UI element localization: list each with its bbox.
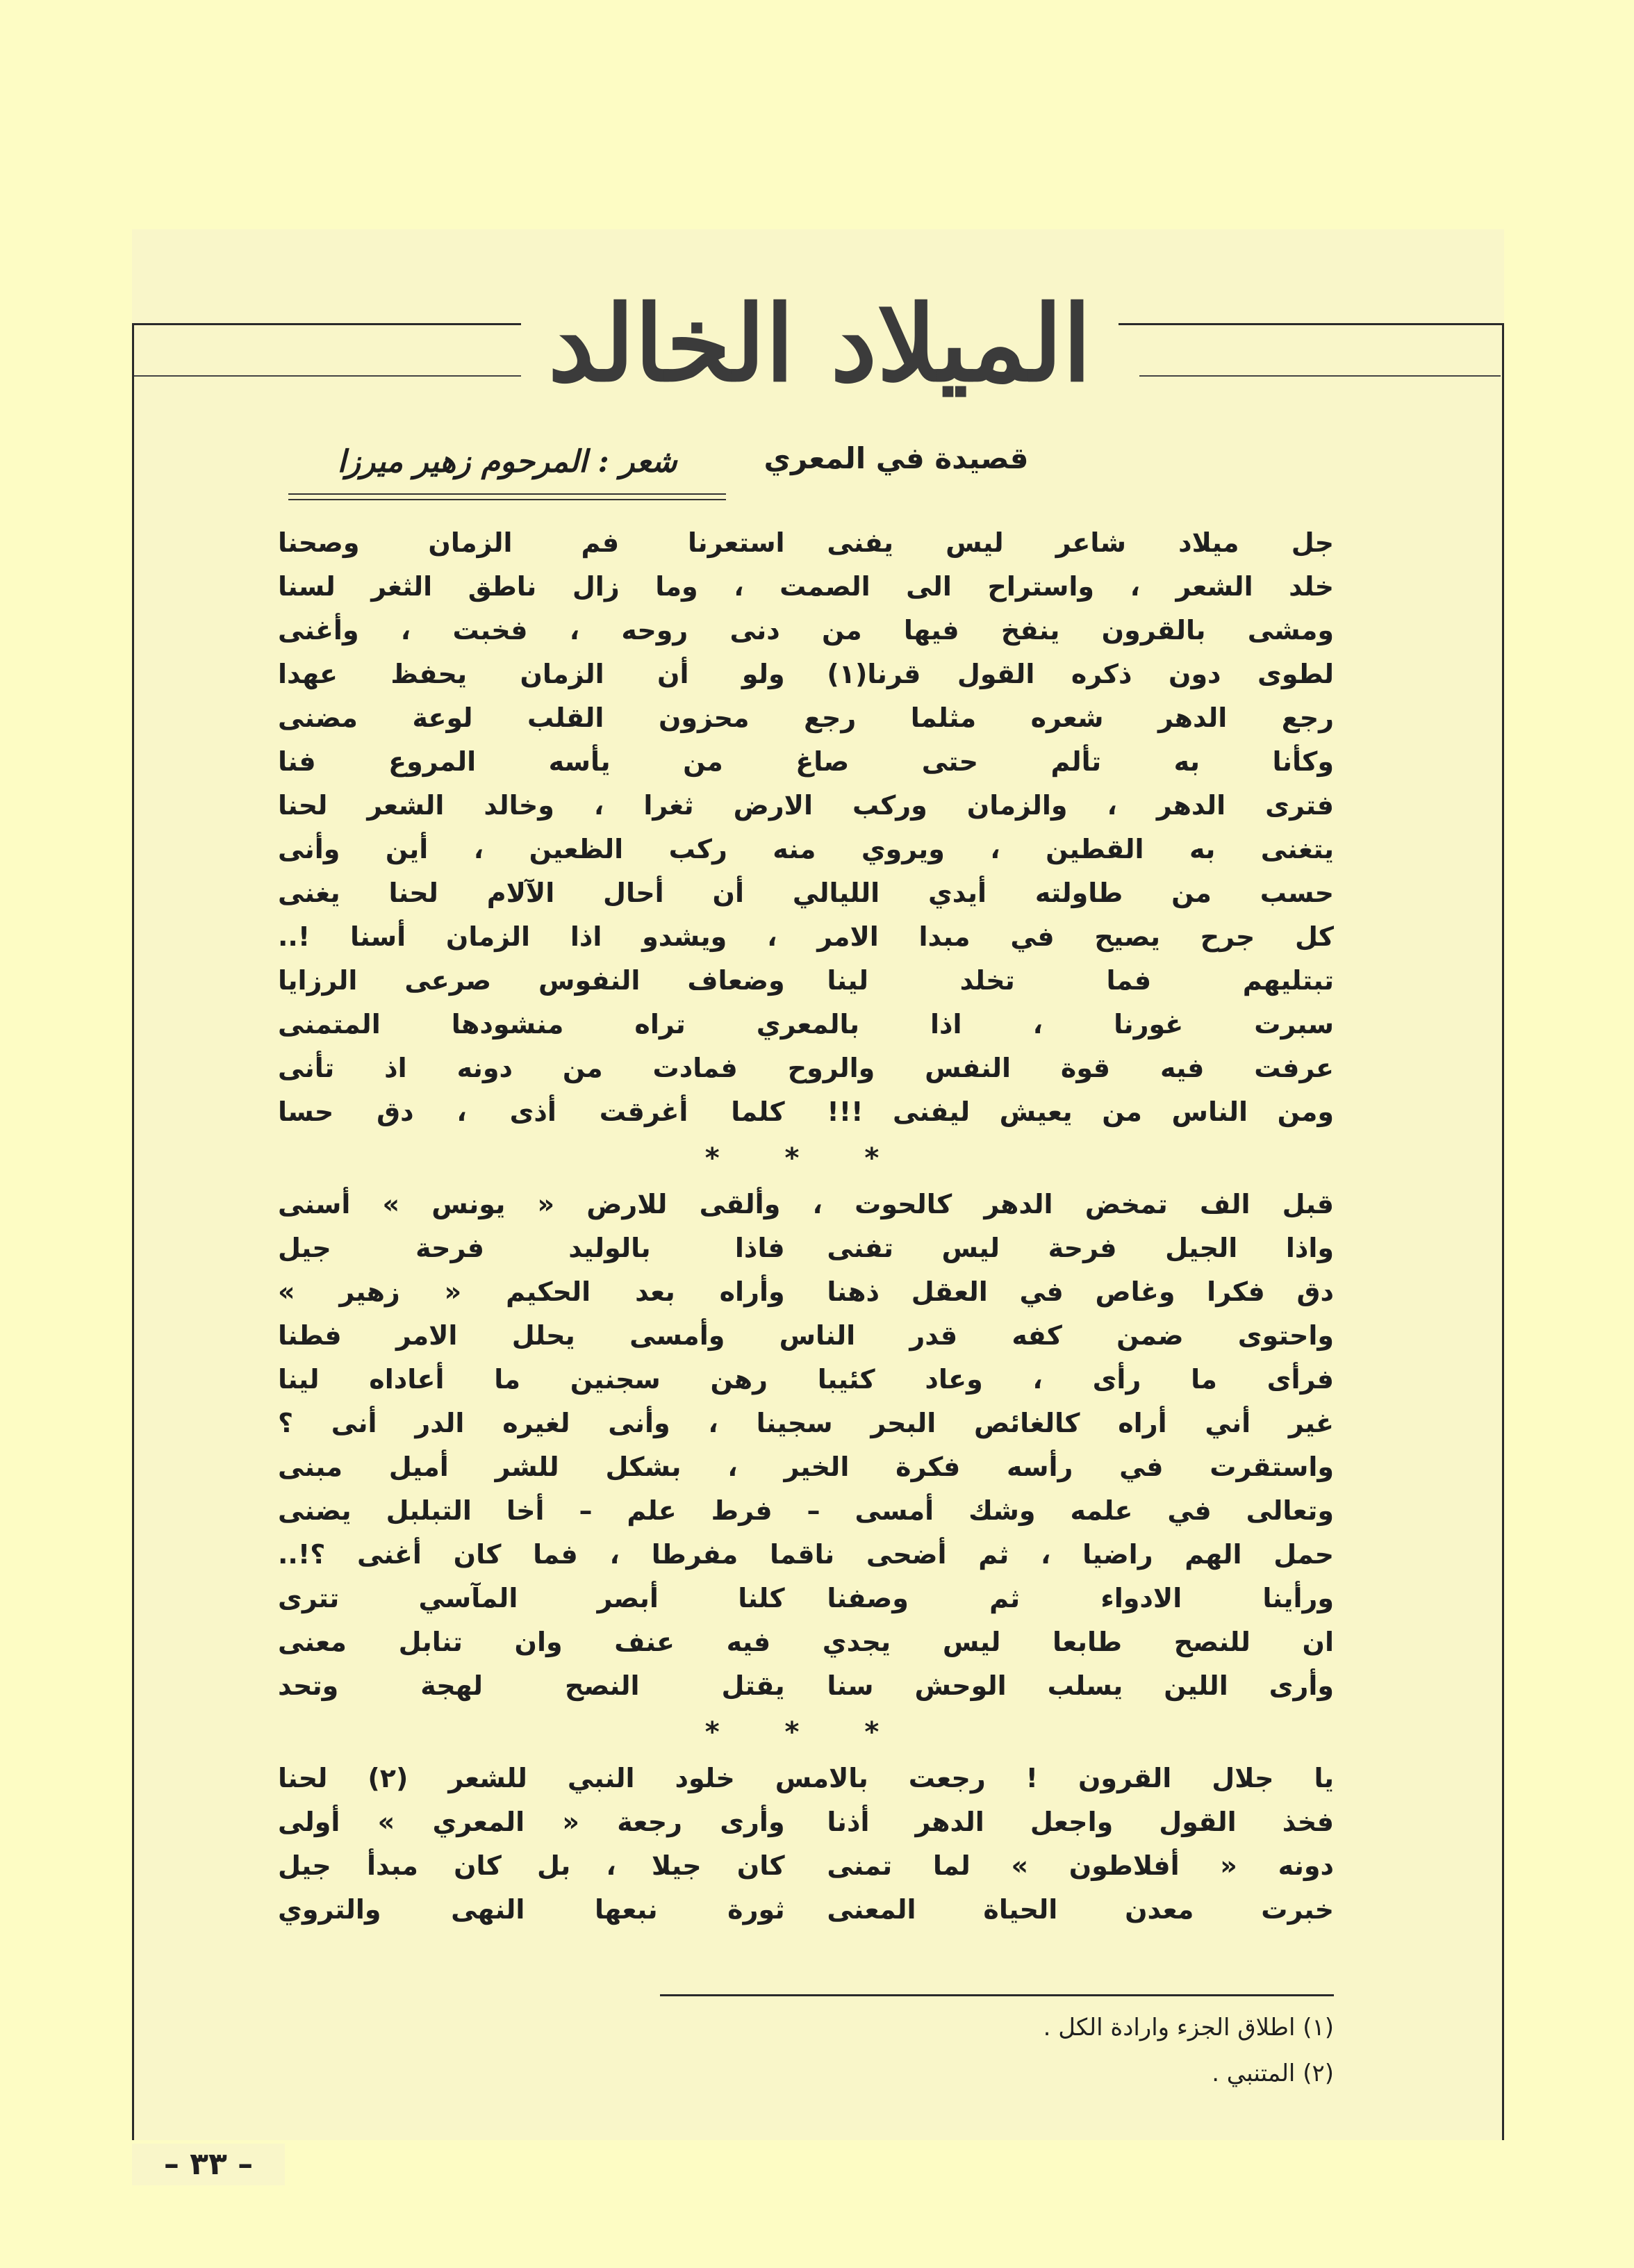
verse-line (278, 1358, 1334, 1402)
verse-line (278, 1090, 1334, 1134)
verse-line (278, 1489, 1334, 1533)
verse-line (278, 1314, 1334, 1358)
verse-hemistich-first: غير أني أراه كالغائص البحر سجينا ، وأنى لغيره الدر أنى ؟ (278, 1408, 1334, 1438)
verse-line (278, 1888, 1334, 1932)
verse-line (278, 740, 1334, 784)
verse-hemistich-first: كلنا أبصر المآسي تترى (278, 1583, 785, 1613)
page-frame-right (1502, 323, 1504, 2140)
verse-hemistich-first: ومشى بالقرون ينفخ فيها من دنى روحه ، فخبت ، وأغنى (278, 615, 1334, 646)
verse-hemistich-first: رجع الدهر شعره مثلما رجع محزون القلب لوعة مضنى (278, 702, 1334, 733)
verse-line (278, 1533, 1334, 1577)
subtitle (723, 431, 1070, 486)
verse-hemistich-first: وتعالى في علمه وشك أمسى – فرط علم – أخا التبلبل يضنى (278, 1495, 1334, 1526)
verse-line (278, 784, 1334, 828)
verse-line (278, 915, 1334, 959)
verse-hemistich-first: استعرنا فم الزمان وصحنا (278, 527, 785, 558)
poet-credit: شعر : المرحوم زهير ميرزا (337, 444, 677, 479)
footnote-2: (٢) المتنبي . (1212, 2060, 1334, 2087)
verse-line (278, 1800, 1334, 1844)
verse-hemistich-second: جل ميلاد شاعر ليس يفنى (827, 527, 1334, 558)
verse-line (278, 1270, 1334, 1314)
verse-hemistich-first: سبرت غورنا ، اذا بالمعري تراه منشودها المتمنى (278, 1009, 1334, 1040)
verse-hemistich-first: وكأنا به تألم حتى صاغ من يأسه المروع فنا (278, 746, 1334, 777)
page-frame-left (132, 323, 134, 2140)
footnote-rule (660, 1994, 1334, 1996)
verse-hemistich-second: تبتليهم فما تخلد لينا (827, 965, 1334, 996)
page-title: الميلاد الخالد (521, 278, 1119, 410)
verse-hemistich-first: خلد الشعر ، واستراح الى الصمت ، وما زال ناطق الثغر لسنا (278, 571, 1334, 602)
page (132, 229, 1504, 2182)
verse-line (278, 1226, 1334, 1270)
verse-line (278, 521, 1334, 565)
verse-hemistich-first: كلما أغرقت أذى ، دق حسا (278, 1096, 785, 1127)
verse-line (278, 1844, 1334, 1888)
verse-line (278, 1577, 1334, 1620)
verse-hemistich-second: دونه « أفلاطون » لما تمنى (827, 1850, 1334, 1881)
stanza-separator: * * * (704, 1142, 907, 1174)
footnote-1: (١) اطلاق الجزء وارادة الكل . (1043, 2014, 1334, 2041)
verse-line (278, 1402, 1334, 1445)
verse-line (278, 1664, 1334, 1708)
verse-line (278, 696, 1334, 740)
verse-hemistich-second: ومن الناس من يعيش ليفنى !!! (827, 1096, 1334, 1127)
verse-hemistich-first: وأرى رجعة « المعري » أولى (278, 1807, 785, 1837)
page-number: – ٣٣ – (132, 2144, 285, 2185)
verse-hemistich-first: كان جيلا ، بل كان مبدأ جيل (278, 1850, 785, 1881)
verse-line (278, 828, 1334, 871)
verse-hemistich-first: حسب من طاولته أيدي الليالي أن أحال الآلام لحنا يغنى (278, 878, 1334, 908)
verse-hemistich-second: خبرت معدن الحياة المعنى (827, 1894, 1334, 1925)
verse-hemistich-first: وضعاف النفوس صرعى الرزايا (278, 965, 785, 996)
verse-hemistich-second: ورأينا الادواء ثم وصفنا (827, 1583, 1334, 1613)
verse-hemistich-first: يقتل النصح لهجة وتحد (278, 1670, 785, 1701)
verse-line (278, 1620, 1334, 1664)
verse-line (278, 1046, 1334, 1090)
verse-hemistich-first: كل جرح يصيح في مبدا الامر ، ويشدو اذا الزمان أسنا !.. (278, 921, 1334, 952)
verse-hemistich-second: لطوى دون ذكره القول قرنا(١) (827, 659, 1334, 689)
verse-hemistich-first: واستقرت في رأسه فكرة الخير ، بشكل للشر أميل مبنى (278, 1452, 1334, 1482)
stanza-separator: * * * (704, 1716, 907, 1748)
verse-hemistich-first: فرأى ما رأى ، وعاد كئيبا رهن سجنين ما أعاداه لينا (278, 1364, 1334, 1395)
verse-line (278, 959, 1334, 1003)
verse-line (278, 652, 1334, 696)
verse-hemistich-second: واذا الجيل فرحة ليس تفنى (827, 1233, 1334, 1263)
poem-body (278, 521, 1334, 1932)
verse-hemistich-first: ولو أن الزمان يحفظ عهدا (278, 659, 785, 689)
verse-line (278, 871, 1334, 915)
verse-hemistich-first: فترى الدهر ، والزمان وركب الارض ثغرا ، وخالد الشعر لحنا (278, 790, 1334, 821)
verse-hemistich-first: قبل الف تمخض الدهر كالحوت ، وألقى للارض « يونس » أسنى (278, 1189, 1334, 1219)
verse-hemistich-first: ان للنصح طابعا ليس يجدي فيه عنف وان تنابل معنى (278, 1627, 1334, 1657)
verse-line (278, 565, 1334, 609)
verse-hemistich-first: حمل الهم راضيا ، ثم أضحى ناقما مفرطا ، فما كان أغنى ؟!.. (278, 1539, 1334, 1570)
verse-hemistich-first: يا جلال القرون ! رجعت بالامس خلود النبي للشعر (٢) لحنا (278, 1763, 1334, 1793)
verse-hemistich-first: واحتوى ضمن كفه قدر الناس وأمسى يحلل الامر فطنا (278, 1320, 1334, 1351)
verse-line (278, 1445, 1334, 1489)
verse-hemistich-first: عرفت فيه قوة النفس والروح فمادت من دونه اذ تأنى (278, 1053, 1334, 1083)
poet-underline (288, 493, 726, 500)
subtitle-text: قصيدة في المعري (764, 441, 1029, 475)
verse-line (278, 1183, 1334, 1226)
verse-line (278, 1003, 1334, 1046)
verse-line (278, 1757, 1334, 1800)
verse-hemistich-second: فخذ القول واجعل الدهر أذنا (827, 1807, 1334, 1837)
verse-hemistich-first: وأراه بعد الحكيم « زهير » (278, 1276, 785, 1307)
verse-hemistich-second: دق فكرا وغاص في العقل ذهنا (827, 1276, 1334, 1307)
verse-line (278, 609, 1334, 652)
verse-hemistich-first: فاذا بالوليد فرحة جيل (278, 1233, 785, 1263)
verse-hemistich-first: يتغنى به القطين ، ويروي منه ركب الظعين ، أين وأنى (278, 834, 1334, 864)
verse-hemistich-second: وأرى اللين يسلب الوحش سنا (827, 1670, 1334, 1701)
verse-hemistich-first: ثورة نبعها النهى والتروي (278, 1894, 785, 1925)
footnotes (660, 2005, 1334, 2096)
